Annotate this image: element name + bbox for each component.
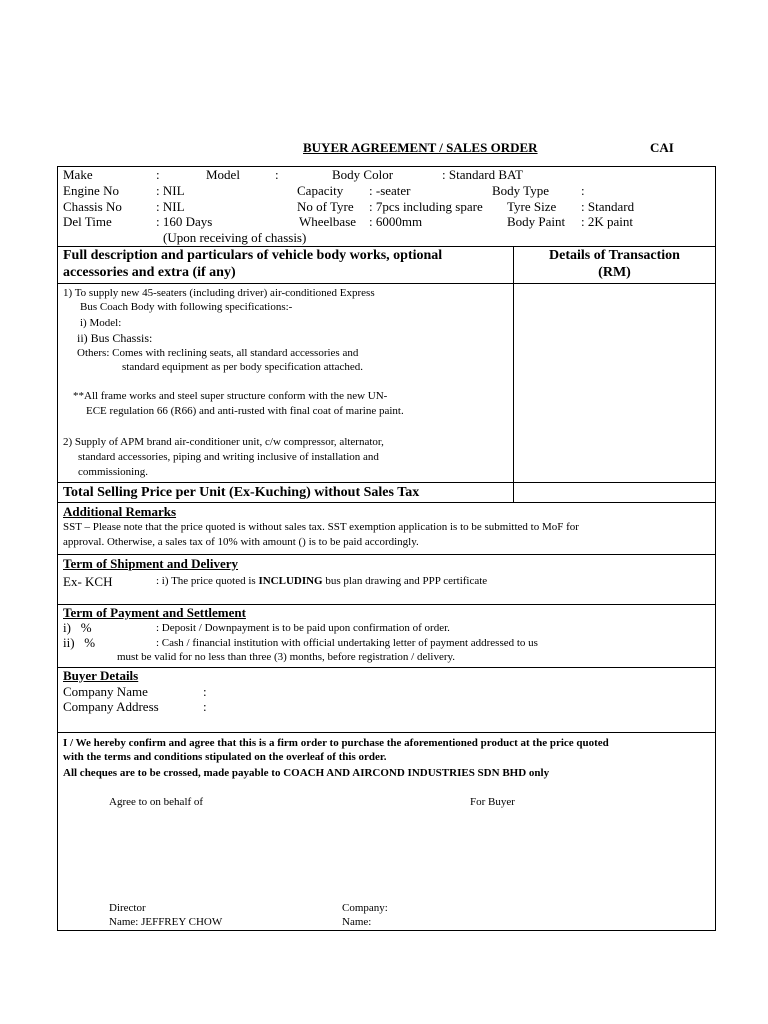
body-paint-value: : 2K paint xyxy=(581,214,633,229)
divider-description-heading xyxy=(57,283,716,284)
body-color-label: Body Color xyxy=(332,167,394,182)
item2-line1: 2) Supply of APM brand air-conditioner unit, c/w compressor, alternator, xyxy=(63,436,384,448)
wheelbase-label: Wheelbase xyxy=(299,214,357,229)
divider-vehicle xyxy=(57,246,716,247)
item2-line3: commissioning. xyxy=(78,466,148,478)
del-time-value: : 160 Days xyxy=(156,214,213,229)
shipment-code: Ex- KCH xyxy=(63,574,113,589)
company-code: CAI xyxy=(650,140,674,155)
confirmation-line2: with the terms and conditions stipulated on the overleaf of this order. xyxy=(63,751,387,763)
document-title: BUYER AGREEMENT / SALES ORDER xyxy=(303,140,538,155)
form-border-left xyxy=(57,166,58,931)
model-label: Model xyxy=(206,167,240,182)
item1-line1: 1) To supply new 45-seaters (including driver) air-conditioned Express xyxy=(63,287,375,299)
total-price-label: Total Selling Price per Unit (Ex-Kuching) without Sales Tax xyxy=(63,485,420,500)
confirmation-line1: I / We hereby confirm and agree that this is a firm order to purchase the aforementioned product at the price quoted xyxy=(63,737,609,749)
form-border-right xyxy=(715,166,716,931)
payment-row2-text: : Cash / financial institution with official undertaking letter of payment addressed to us xyxy=(156,637,538,649)
body-type-label: Body Type xyxy=(492,183,549,198)
description-heading-line2: accessories and extra (if any) xyxy=(63,265,236,280)
engine-value: : NIL xyxy=(156,183,185,198)
engine-label: Engine No xyxy=(63,183,119,198)
frame-note-line2: ECE regulation 66 (R66) and anti-rusted with final coat of marine paint. xyxy=(86,405,404,417)
payment-row1-label: i) % xyxy=(63,620,92,635)
capacity-value: : -seater xyxy=(369,183,411,198)
shipment-heading: Term of Shipment and Delivery xyxy=(63,556,239,571)
buyer-heading: Buyer Details xyxy=(63,668,139,683)
form-border-bottom xyxy=(57,930,716,931)
company-name-field[interactable]: : xyxy=(203,684,207,699)
agree-on-behalf-label: Agree to on behalf of xyxy=(109,796,204,808)
tyre-size-value: : Standard xyxy=(581,199,635,214)
details-heading-line2: (RM) xyxy=(598,265,631,280)
wheelbase-value: : 6000mm xyxy=(369,214,423,229)
item1-others-line1: Others: Comes with reclining seats, all standard accessories and xyxy=(77,347,359,359)
tyre-count-label: No of Tyre xyxy=(297,199,354,214)
chassis-label: Chassis No xyxy=(63,199,122,214)
payment-row2-continuation: must be valid for no less than three (3) months, before registration / delivery. xyxy=(117,651,456,663)
company-address-field[interactable]: : xyxy=(203,699,207,714)
details-heading-line1: Details of Transaction xyxy=(549,248,680,263)
shipment-text-bold: INCLUDING xyxy=(258,575,323,587)
details-column-divider xyxy=(513,246,514,502)
item2-line2: standard accessories, piping and writing inclusive of installation and xyxy=(78,451,379,463)
shipment-text xyxy=(156,576,487,587)
body-paint-label: Body Paint xyxy=(507,214,566,229)
divider-buyer xyxy=(57,732,716,733)
tyre-count-value: : 7pcs including spare xyxy=(369,199,483,214)
frame-note-line1: **All frame works and steel super structure conform with the new UN- xyxy=(73,390,388,402)
body-color-value: : Standard BAT xyxy=(442,167,523,182)
buyer-name-label: Name: xyxy=(342,916,372,928)
chassis-value: : NIL xyxy=(156,199,185,214)
director-label: Director xyxy=(109,902,146,914)
payment-heading: Term of Payment and Settlement xyxy=(63,605,246,620)
payment-row2-label: ii) % xyxy=(63,635,96,650)
shipment-text-post: bus plan drawing and PPP certificate xyxy=(322,575,488,587)
divider-payment xyxy=(57,667,716,668)
item1-chassis: ii) Bus Chassis: xyxy=(77,331,153,345)
shipment-text-pre: : i) The price quoted is xyxy=(156,575,259,587)
remarks-heading: Additional Remarks xyxy=(63,504,177,519)
buyer-company-label: Company: xyxy=(342,902,388,914)
divider-remarks xyxy=(57,554,716,555)
divider-description-body xyxy=(57,482,716,483)
item1-others-line2: standard equipment as per body specification attached. xyxy=(122,361,363,373)
divider-total xyxy=(57,502,716,503)
company-address-label: Company Address xyxy=(63,699,159,714)
company-name-label: Company Name xyxy=(63,684,148,699)
cheque-instruction: All cheques are to be crossed, made payable to COACH AND AIRCOND INDUSTRIES SDN BHD only xyxy=(63,767,550,779)
description-heading-line1: Full description and particulars of vehicle body works, optional xyxy=(63,248,443,263)
model-value: : xyxy=(275,167,279,182)
remarks-line1: SST – Please note that the price quoted is without sales tax. SST exemption application is to be submitted to MoF for xyxy=(63,521,579,533)
payment-row1-text: : Deposit / Downpayment is to be paid upon confirmation of order. xyxy=(156,622,450,634)
item1-line2: Bus Coach Body with following specifications:- xyxy=(80,301,293,313)
make-value: : xyxy=(156,167,160,182)
for-buyer-label: For Buyer xyxy=(470,796,515,808)
remarks-line2: approval. Otherwise, a sales tax of 10% with amount () is to be paid accordingly. xyxy=(63,536,419,548)
director-name: Name: JEFFREY CHOW xyxy=(109,916,223,928)
item1-model: i) Model: xyxy=(80,317,122,329)
make-label: Make xyxy=(63,167,93,182)
tyre-size-label: Tyre Size xyxy=(507,199,557,214)
del-time-label: Del Time xyxy=(63,214,112,229)
capacity-label: Capacity xyxy=(297,183,344,198)
del-time-note: (Upon receiving of chassis) xyxy=(163,230,307,245)
body-type-value: : xyxy=(581,183,585,198)
